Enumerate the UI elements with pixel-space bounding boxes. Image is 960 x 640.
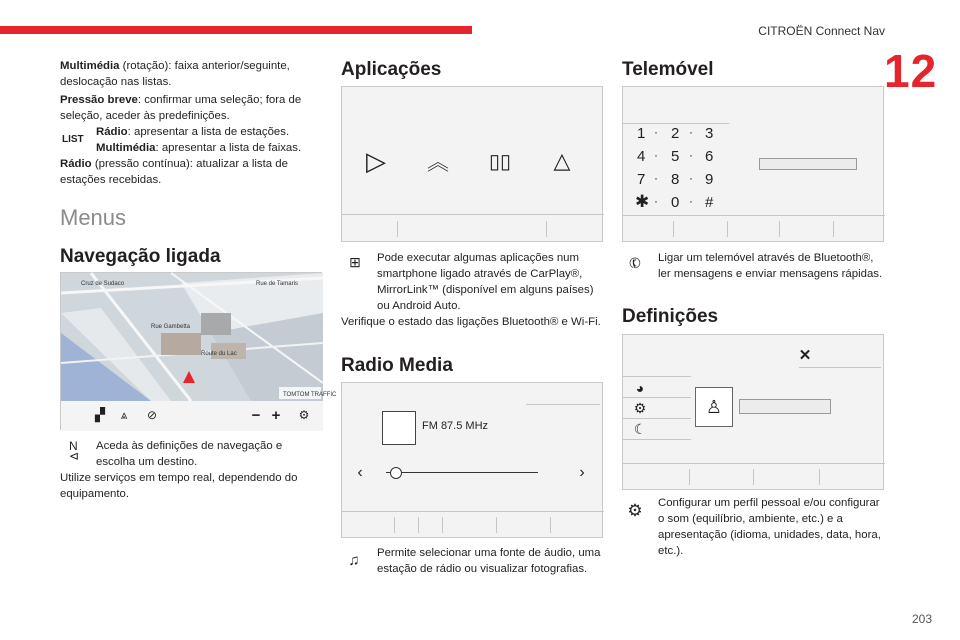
phone-number-field[interactable]	[759, 158, 857, 170]
night-mode-icon[interactable]: ☾	[633, 420, 647, 437]
key-4[interactable]: 4	[637, 148, 646, 165]
compass-north-icon[interactable]: ⩓	[120, 407, 128, 422]
gear-icon: ⚙	[627, 501, 643, 520]
key-9[interactable]: 9	[705, 171, 714, 188]
settings-icon[interactable]: ⚙	[298, 408, 310, 422]
android-auto-icon[interactable]: △	[553, 148, 571, 173]
nav-description-2: Utilize serviços em tempo real, dependendo do equipamento.	[60, 472, 298, 500]
tomtom-logo: TOMTOM TRAFFIC	[283, 392, 337, 398]
map-label-3: Rue de Tamaris	[256, 281, 298, 287]
zoom-in-icon[interactable]: +	[271, 406, 281, 424]
menus-heading: Menus	[60, 205, 127, 230]
close-icon[interactable]: ✕	[798, 347, 812, 364]
zoom-out-icon[interactable]: −	[251, 406, 261, 424]
radio-description: Permite selecionar uma fonte de áudio, uma estação de rádio ou visualizar fotografias.	[377, 547, 601, 575]
radio-frequency: FM 87.5 MHz	[422, 420, 489, 432]
poi-icon[interactable]: ⊘	[146, 408, 158, 422]
key-0[interactable]: 0	[671, 194, 680, 211]
paragraph-short-press: Pressão breve: confirmar uma seleção; fora de seleção, aceder às predefinições.	[60, 94, 302, 122]
apps-grid-icon: ⊞	[349, 253, 361, 270]
map-label-4: Route du Lac	[201, 351, 237, 357]
phone-icon: ✆	[625, 252, 644, 273]
paragraph-radio-hold: Rádio (pressão contínua): atualizar a lista de estações recebidas.	[60, 158, 288, 186]
list-button-label: LIST	[62, 134, 84, 145]
key-8[interactable]: 8	[671, 171, 680, 188]
navigation-icon: N ⊲	[68, 439, 80, 463]
header-title: CITROËN Connect Nav	[758, 24, 885, 38]
apps-title: Aplicações	[341, 59, 442, 80]
nav-title: Navegação ligada	[60, 246, 221, 267]
list-radio-text: Rádio: apresentar a lista de estações.	[96, 126, 290, 138]
key-2[interactable]: 2	[671, 125, 680, 142]
carplay-icon[interactable]: ▷	[366, 145, 386, 176]
apps-description: Pode executar algumas aplicações num smartphone ligado através de CarPlay®, MirrorLink™ (disponível em alguns países) ou Android Auto.	[377, 252, 594, 312]
settings-screen	[622, 334, 884, 490]
key-hash[interactable]: #	[705, 194, 714, 211]
def-title: Definições	[622, 306, 719, 327]
key-7[interactable]: 7	[637, 171, 646, 188]
next-icon[interactable]: ›	[579, 464, 585, 481]
frequency-slider-thumb[interactable]	[390, 467, 402, 479]
mirrorlink-icon[interactable]: ▯▯	[488, 150, 511, 173]
previous-icon[interactable]: ‹	[357, 464, 363, 481]
list-multimedia-text: Multimédia: apresentar a lista de faixas.	[96, 142, 302, 154]
key-star-icon[interactable]: ✱	[635, 192, 650, 211]
nav-description-1: Aceda às definições de navegação e escolha um destino.	[96, 440, 283, 468]
key-5[interactable]: 5	[671, 148, 680, 165]
paragraph-multimedia: Multimédia (rotação): faixa anterior/seguinte, deslocação nas listas.	[60, 60, 290, 88]
music-note-icon: ♫	[348, 551, 360, 569]
navigation-screen	[60, 272, 337, 430]
profile-button[interactable]: ♙	[695, 387, 733, 427]
key-1[interactable]: 1	[637, 125, 646, 142]
sound-settings-icon[interactable]: ⚙	[633, 399, 647, 416]
page-number: 203	[911, 612, 932, 626]
key-3[interactable]: 3	[705, 125, 714, 142]
map-label-2: Rue Gambetta	[151, 324, 191, 330]
citroen-chevrons-icon[interactable]: ︽	[426, 149, 449, 175]
chapter-number: 12	[884, 45, 938, 97]
frequency-slider[interactable]	[386, 472, 538, 473]
radio-title: Radio Media	[341, 355, 453, 376]
apps-screen	[341, 86, 603, 242]
key-6[interactable]: 6	[705, 148, 714, 165]
profile-name-field[interactable]	[739, 399, 831, 414]
map-label-1: Cruz de Sudaco	[81, 281, 125, 287]
palette-icon[interactable]: ◕	[635, 380, 645, 396]
radio-screen	[341, 382, 603, 538]
apps-description-2: Verifique o estado das ligações Bluetooth® e Wi-Fi.	[341, 316, 601, 328]
tel-description: Ligar um telemóvel através de Bluetooth®, ler mensagens e enviar mensagens rápidas.	[658, 252, 883, 280]
station-logo-box	[382, 411, 416, 445]
tel-title: Telemóvel	[622, 59, 714, 80]
def-description: Configurar um perfil pessoal e/ou configurar o som (equilíbrio, ambiente, etc.) e a apresentação (idioma, unidades, data, hora, etc.).	[658, 497, 881, 557]
flag-icon[interactable]: ▞	[95, 407, 105, 422]
map-image	[61, 273, 337, 401]
header-red-bar	[0, 26, 472, 34]
phone-screen: 1 · 2 · 3 4 · 5 · 6 7 · 8 · 9 ✱ · 0 · #	[622, 86, 884, 242]
